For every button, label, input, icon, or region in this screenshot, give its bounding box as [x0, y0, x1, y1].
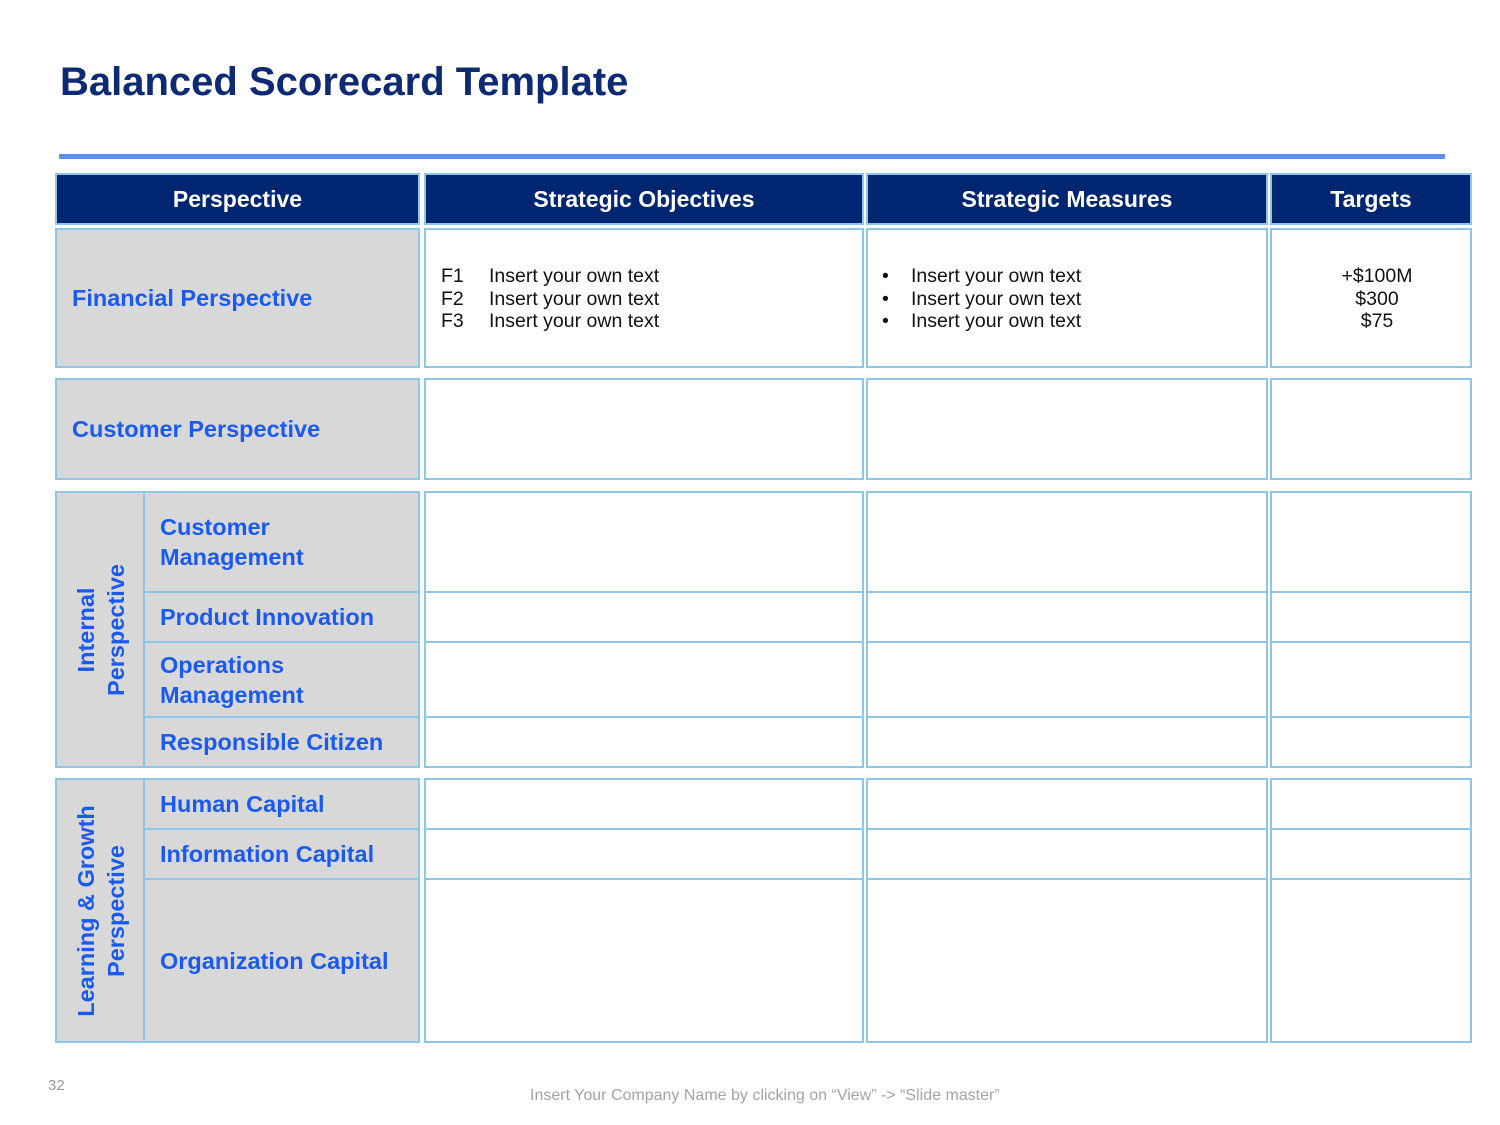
information-capital-label: [143, 828, 420, 880]
product-innovation-targets-cell[interactable]: [1270, 591, 1472, 643]
customer-management-measures-cell[interactable]: [866, 491, 1268, 593]
measure-text: Insert your own text: [911, 287, 1082, 310]
financial-objectives-list: [441, 265, 659, 333]
objective-code: F2: [441, 287, 464, 310]
header-strategic-measures: Strategic Measures: [866, 173, 1268, 225]
product-innovation-label: [143, 591, 420, 643]
footer-text: Insert Your Company Name by clicking on “View” -> “Slide master”: [530, 1087, 1000, 1104]
customer-management-targets-cell[interactable]: [1270, 491, 1472, 593]
responsible-citizen-text: Responsible Citizen: [160, 729, 384, 755]
information-capital-measures-cell[interactable]: [866, 828, 1268, 880]
internal-perspective-group: [55, 491, 146, 768]
learning-label-line1: Learning & Growth: [72, 804, 99, 1017]
bullet-icon: •: [882, 310, 889, 332]
customer-objectives-cell[interactable]: [424, 378, 864, 480]
financial-targets-cell[interactable]: [1270, 228, 1472, 368]
measure-text: Insert your own text: [911, 265, 1082, 287]
customer-management-text: Customer Management: [160, 514, 304, 570]
human-capital-text: Human Capital: [160, 791, 325, 817]
objective-text: Insert your own text: [489, 310, 660, 332]
information-capital-text: Information Capital: [160, 841, 375, 867]
responsible-citizen-label: [143, 716, 420, 768]
customer-management-label: [143, 491, 420, 593]
financial-perspective-text: Financial Perspective: [72, 285, 313, 311]
objective-code: F3: [441, 310, 464, 332]
financial-objectives-cell[interactable]: [424, 228, 864, 368]
slide-title: Balanced Scorecard Template: [60, 60, 629, 104]
human-capital-measures-cell[interactable]: [866, 778, 1268, 830]
learning-label-line2: Perspective: [102, 844, 129, 977]
title-underline: [59, 154, 1445, 159]
header-targets: Targets: [1270, 173, 1472, 225]
customer-measures-cell[interactable]: [866, 378, 1268, 480]
responsible-citizen-targets-cell[interactable]: [1270, 716, 1472, 768]
operations-management-targets-cell[interactable]: [1270, 641, 1472, 718]
information-capital-objectives-cell[interactable]: [424, 828, 864, 880]
bullet-icon: •: [882, 265, 889, 287]
human-capital-label: [143, 778, 420, 830]
measure-text: Insert your own text: [911, 310, 1082, 332]
product-innovation-text: Product Innovation: [160, 604, 375, 630]
learning-growth-perspective-group: [55, 778, 146, 1043]
financial-measures-list: [868, 265, 1081, 333]
human-capital-objectives-cell[interactable]: [424, 778, 864, 830]
responsible-citizen-measures-cell[interactable]: [866, 716, 1268, 768]
measure-item: [868, 265, 1081, 288]
customer-targets-cell[interactable]: [1270, 378, 1472, 480]
learning-growth-perspective-label: [71, 805, 131, 1017]
operations-management-measures-cell[interactable]: [866, 641, 1268, 718]
customer-perspective-text: Customer Perspective: [72, 416, 321, 442]
financial-targets-list: [1272, 265, 1470, 333]
operations-management-text: Operations Management: [160, 651, 304, 708]
objective-text: Insert your own text: [489, 287, 660, 310]
financial-perspective-label: [55, 228, 420, 368]
objective-item: [441, 288, 659, 311]
internal-label-line2: Perspective: [102, 563, 129, 696]
operations-management-label: [143, 641, 420, 718]
objective-text: Insert your own text: [489, 265, 660, 287]
target-value: $75: [1360, 310, 1394, 332]
operations-management-objectives-cell[interactable]: [424, 641, 864, 718]
product-innovation-objectives-cell[interactable]: [424, 591, 864, 643]
target-value: $300: [1355, 287, 1399, 310]
objective-item: [441, 310, 659, 333]
bullet-icon: •: [882, 287, 889, 310]
objective-code: F1: [441, 265, 464, 287]
page-number: 32: [48, 1077, 65, 1094]
responsible-citizen-objectives-cell[interactable]: [424, 716, 864, 768]
header-strategic-objectives: Strategic Objectives: [424, 173, 864, 225]
measure-item: [868, 310, 1081, 333]
organization-capital-objectives-cell[interactable]: [424, 878, 864, 1043]
organization-capital-measures-cell[interactable]: [866, 878, 1268, 1043]
information-capital-targets-cell[interactable]: [1270, 828, 1472, 880]
target-value: +$100M: [1341, 265, 1413, 287]
customer-perspective-label: [55, 378, 420, 480]
internal-label-line1: Internal: [72, 587, 99, 672]
measure-item: [868, 288, 1081, 311]
human-capital-targets-cell[interactable]: [1270, 778, 1472, 830]
product-innovation-measures-cell[interactable]: [866, 591, 1268, 643]
organization-capital-text: Organization Capital: [160, 947, 389, 974]
internal-perspective-label: [71, 564, 131, 696]
organization-capital-label: [143, 878, 420, 1043]
organization-capital-targets-cell[interactable]: [1270, 878, 1472, 1043]
header-perspective: Perspective: [55, 173, 420, 225]
objective-item: [441, 265, 659, 288]
customer-management-objectives-cell[interactable]: [424, 491, 864, 593]
financial-measures-cell[interactable]: [866, 228, 1268, 368]
